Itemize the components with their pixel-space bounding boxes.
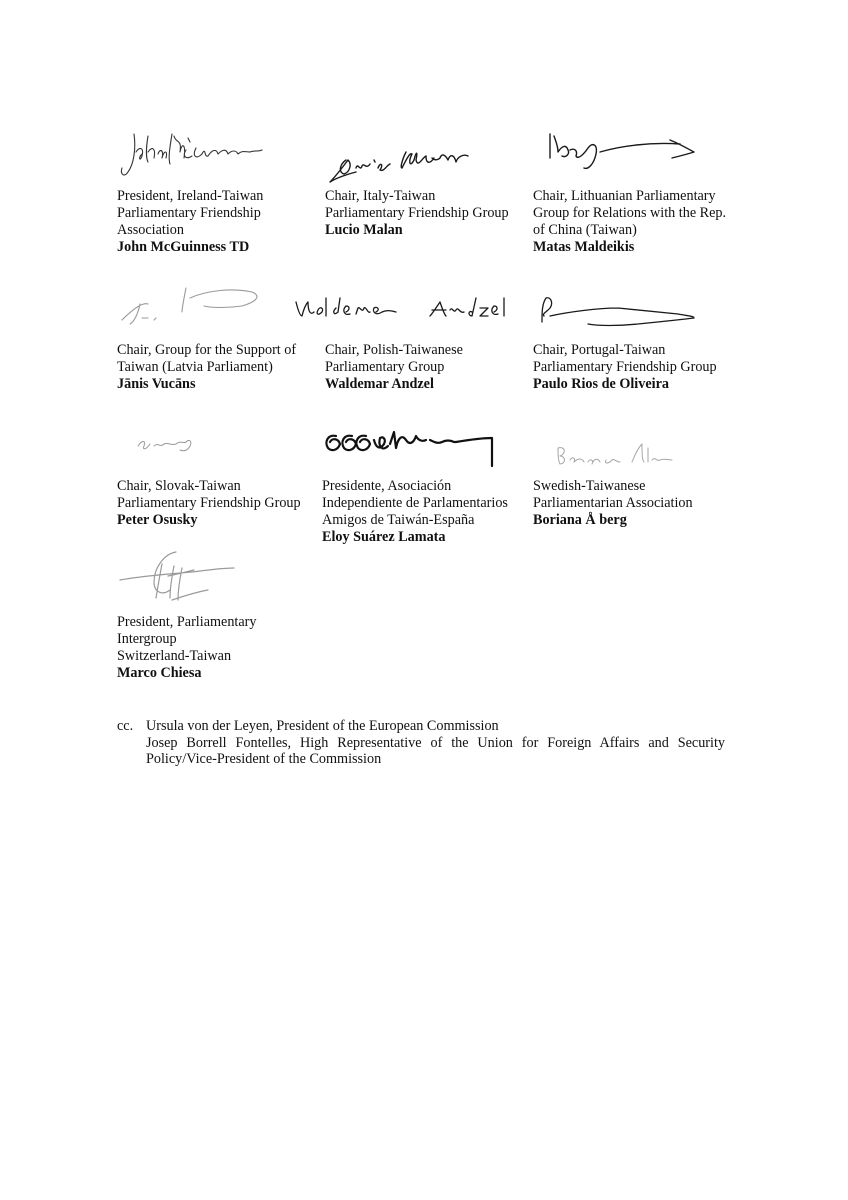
signatory-role: Chair, Slovak-Taiwan Parliamentary Friendship Group (117, 478, 301, 511)
signatory-block (322, 478, 532, 546)
signatory-block (325, 342, 530, 393)
signature-marco-chiesa (112, 546, 242, 614)
signatory-name: Peter Osusky (117, 512, 198, 528)
signatory-name: Paulo Rios de Oliveira (533, 376, 669, 392)
signatory-role: Swedish-Taiwanese Parliamentarian Association (533, 478, 693, 511)
cc-line: Josep Borrell Fontelles, High Representative of the Union for Foreign Affairs and Security (146, 734, 725, 751)
signature-waldemar-andzel (292, 290, 542, 330)
signatory-role: Chair, Portugal-Taiwan Parliamentary Friendship Group (533, 342, 717, 375)
signature-boriana-aberg (552, 440, 692, 470)
signatory-block (117, 342, 317, 393)
cc-line: Ursula von der Leyen, President of the European Commission (146, 718, 499, 734)
signatory-role: Chair, Italy-Taiwan Parliamentary Friendship Group (325, 188, 509, 221)
signatory-name: Waldemar Andzel (325, 376, 434, 392)
cc-label: cc. (117, 718, 134, 734)
signatory-name: Matas Maldeikis (533, 239, 635, 255)
signatory-role: Chair, Lithuanian Parliamentary Group for Relations with the Rep. of China (Taiwan) (533, 188, 727, 238)
signatory-block (117, 188, 317, 256)
signature-peter-osusky (128, 422, 218, 462)
signatory-name: Eloy Suárez Lamata (322, 529, 446, 545)
signature-paulo-rios (538, 292, 703, 332)
signatory-block (533, 342, 748, 393)
signatory-name: Jānis Vucāns (117, 376, 196, 392)
signature-eloy-suarez (318, 422, 503, 472)
signatory-block (117, 614, 317, 682)
signatory-name: Lucio Malan (325, 222, 403, 238)
signatory-block (325, 188, 530, 239)
signatory-role: Chair, Group for the Support of Taiwan (Latvia Parliament) (117, 342, 297, 375)
signatory-name: Marco Chiesa (117, 665, 202, 681)
signature-matas-maldeikis (540, 128, 710, 178)
cc-section (117, 718, 725, 768)
signatory-role: President, Ireland-Taiwan Parliamentary Friendship Association (117, 188, 264, 238)
cc-recipients (146, 718, 725, 768)
signature-janis-vucans (112, 280, 272, 332)
signature-lucio-malan (322, 138, 482, 188)
signatory-block (533, 478, 748, 529)
signatory-role: Presidente, Asociación Independiente de Parlamentarios Amigos de Taiwán-España (322, 478, 508, 528)
signatory-block (117, 478, 317, 529)
signature-john-mcguinness (112, 128, 272, 190)
signatory-role: Chair, Polish-Taiwanese Parliamentary Group (325, 342, 463, 375)
signatory-name: John McGuinness TD (117, 239, 250, 255)
cc-line: Policy/Vice-President of the Commission (146, 751, 382, 767)
signatory-block (533, 188, 748, 256)
signatory-role: President, Parliamentary Intergroup Switzerland-Taiwan (117, 614, 257, 664)
signatory-name: Boriana Å berg (533, 512, 627, 528)
